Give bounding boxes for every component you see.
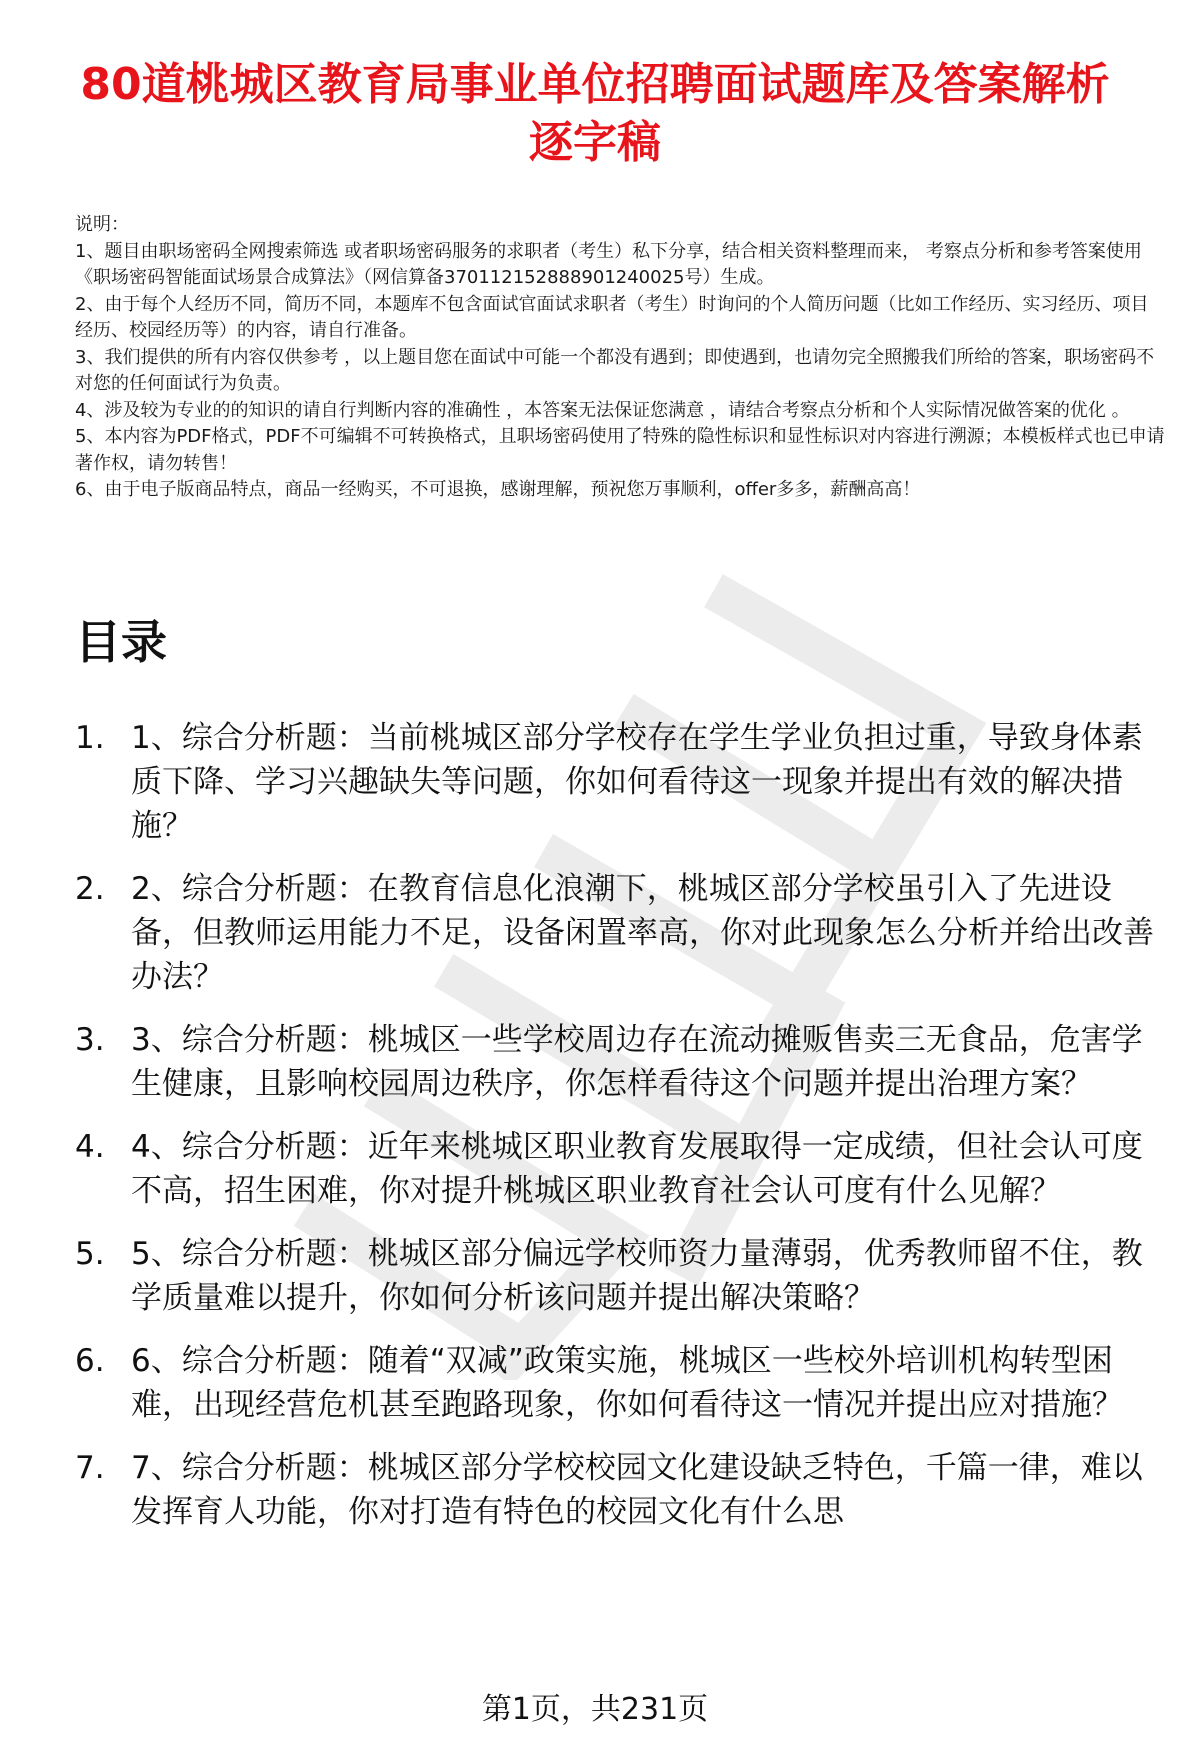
document-title: 80道桃城区教育局事业单位招聘面试题库及答案解析逐字稿 xyxy=(80,59,1110,168)
note-item: 4、涉及较为专业的的知识的请自行判断内容的准确性 ，本答案无法保证您满意 ，请结合考察点分析和个人实际情况做答案的优化 。 xyxy=(75,399,1130,421)
toc-item[interactable] xyxy=(75,1018,1165,1106)
toc-item-number: 4. xyxy=(75,1129,105,1165)
toc-item[interactable] xyxy=(75,1446,1165,1534)
toc-item[interactable] xyxy=(75,1125,1165,1213)
note-item: 1、题目由职场密码全网搜索筛选 或者职场密码服务的求职者（考生）私下分享，结合相关资料整理而来， 考察点分析和参考答案使用《职场密码智能面试场景合成算法》（网信算备370112152888901240025号）生成。 xyxy=(75,240,1142,288)
toc-item[interactable] xyxy=(75,867,1165,999)
toc-item-text[interactable]: 2、综合分析题：在教育信息化浪潮下，桃城区部分学校虽引入了先进设备，但教师运用能力不足，设备闲置率高，你对此现象怎么分析并给出改善办法？ xyxy=(131,871,1154,995)
note-item: 5、本内容为PDF格式，PDF不可编辑不可转换格式，且职场密码使用了特殊的隐性标识和显性标识对内容进行溯源；本模板样式也已申请著作权，请勿转售！ xyxy=(75,426,1165,474)
toc-item[interactable] xyxy=(75,1232,1165,1320)
note-item: 6、由于电子版商品特点，商品一经购买，不可退换，感谢理解，预祝您万事顺利，offer多多，薪酬高高！ xyxy=(75,479,921,500)
toc-item-number: 6. xyxy=(75,1343,105,1379)
toc-item-text[interactable]: 3、综合分析题：桃城区一些学校周边存在流动摊贩售卖三无食品，危害学生健康，且影响校园周边秩序，你怎样看待这个问题并提出治理方案？ xyxy=(131,1022,1143,1102)
toc-list xyxy=(75,716,1165,1553)
toc-item-text[interactable]: 6、综合分析题：随着“双减”政策实施，桃城区一些校外培训机构转型困难，出现经营危机甚至跑路现象，你如何看待这一情况并提出应对措施？ xyxy=(131,1343,1123,1423)
notes-heading: 说明： xyxy=(75,214,129,235)
toc-item-number: 5. xyxy=(75,1236,105,1272)
toc-item-text[interactable]: 4、综合分析题：近年来桃城区职业教育发展取得一定成绩，但社会认可度不高，招生困难，你对提升桃城区职业教育社会认可度有什么见解？ xyxy=(131,1129,1143,1209)
page-number-footer: 第1页，共231页 xyxy=(481,1692,709,1727)
toc-item-text[interactable]: 5、综合分析题：桃城区部分偏远学校师资力量薄弱，优秀教师留不住，教学质量难以提升，你如何分析该问题并提出解决策略？ xyxy=(131,1236,1143,1316)
toc-item-number: 2. xyxy=(75,871,105,907)
toc-item-number: 1. xyxy=(75,720,105,756)
toc-item[interactable] xyxy=(75,716,1165,848)
note-item: 2、由于每个人经历不同，简历不同，本题库不包含面试官面试求职者（考生）时询问的个人简历问题（比如工作经历、实习经历、项目经历、校园经历等）的内容，请自行准备。 xyxy=(75,293,1149,341)
toc-item-number: 7. xyxy=(75,1450,105,1486)
toc-item-text[interactable]: 1、综合分析题：当前桃城区部分学校存在学生学业负担过重，导致身体素质下降、学习兴趣缺失等问题，你如何看待这一现象并提出有效的解决措施？ xyxy=(131,720,1143,844)
toc-item-text[interactable]: 7、综合分析题：桃城区部分学校校园文化建设缺乏特色，千篇一律，难以发挥育人功能，你对打造有特色的校园文化有什么思 xyxy=(131,1450,1143,1530)
toc-heading: 目录 xyxy=(75,615,167,669)
notes-section xyxy=(75,212,1165,504)
toc-item-number: 3. xyxy=(75,1022,105,1058)
toc-item[interactable] xyxy=(75,1339,1165,1427)
note-item: 3、我们提供的所有内容仅供参考 ，以上题目您在面试中可能一个都没有遇到；即使遇到，也请勿完全照搬我们所给的答案，职场密码不对您的任何面试行为负责。 xyxy=(75,346,1155,394)
